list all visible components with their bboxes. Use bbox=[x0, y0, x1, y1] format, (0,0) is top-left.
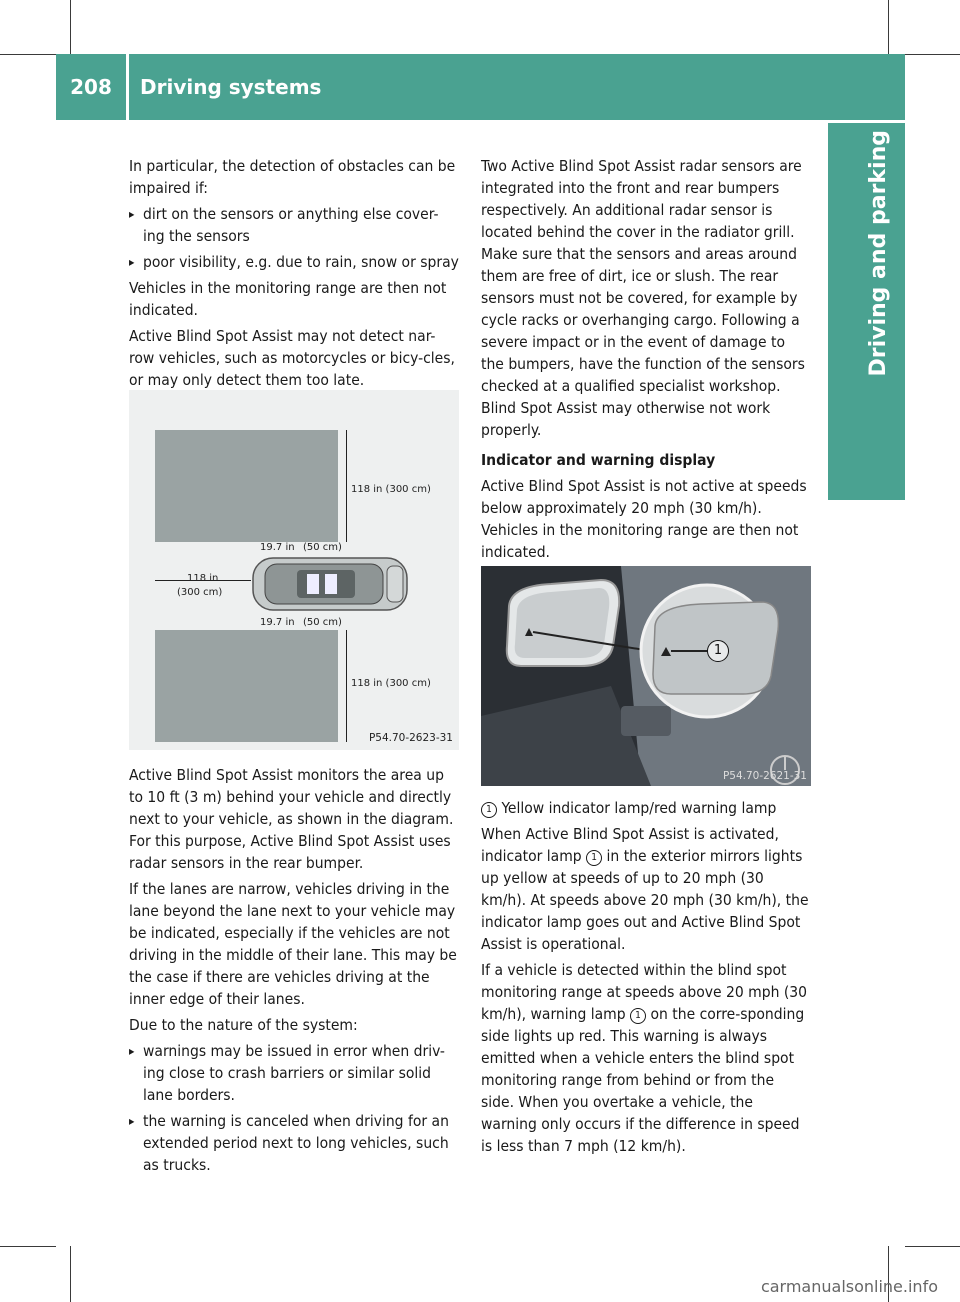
left-column bbox=[129, 155, 459, 395]
paragraph bbox=[481, 823, 811, 955]
page-number: 208 bbox=[70, 75, 112, 99]
paragraph: Active Blind Spot Assist is not active at speeds below approximately 20 mph (30 km/h). Vehicles in the monitoring range are then not indicated. bbox=[481, 477, 807, 561]
bullet-item: ▸ dirt on the sensors or anything else cover-ing the sensors bbox=[129, 203, 459, 247]
callout-number: 1 bbox=[630, 1008, 646, 1024]
top-monitoring-zone bbox=[155, 430, 338, 542]
crop-mark bbox=[888, 0, 889, 54]
text-span: When Active Blind Spot Assist is activated, indicator lamp bbox=[481, 825, 779, 865]
footer-watermark: carmanualsonline.info bbox=[760, 1277, 938, 1296]
bullet-item: ▸ warnings may be issued in error when driv-ing close to crash barriers or similar solid lane borders. bbox=[129, 1040, 459, 1106]
photo-code: P54.70-2621-31 bbox=[722, 770, 807, 782]
monitoring-range-diagram bbox=[129, 390, 459, 750]
paragraph: In particular, the detection of obstacles can be impaired if: bbox=[129, 157, 456, 197]
crop-mark bbox=[70, 0, 71, 54]
bottom-range-label: 118 in (300 cm) bbox=[351, 678, 431, 689]
top-side-label-in: 19.7 in bbox=[260, 542, 295, 553]
paragraph: Active Blind Spot Assist monitors the area up to 10 ft (3 m) behind your vehicle and directly next to your vehicle, as shown in the diagram. For this purpose, Active Blind Spot Assist uses radar sensors in the rear bumper. bbox=[129, 766, 454, 872]
top-side-label-cm: (50 cm) bbox=[303, 542, 342, 553]
car-top-view bbox=[251, 554, 409, 614]
mirror-illustration bbox=[481, 566, 811, 786]
legend-text: Yellow indicator lamp/red warning lamp bbox=[501, 799, 777, 817]
callout-number: 1 bbox=[481, 802, 497, 818]
diagram-code: P54.70-2623-31 bbox=[368, 732, 453, 744]
paragraph: Due to the nature of the system: bbox=[129, 1016, 358, 1034]
paragraph: Two Active Blind Spot Assist radar sensors are integrated into the front and rear bumpers respectively. An additional radar sensor is located behind the cover in the radiator grill. Make sure that the sensors and areas around them are free of dirt, ice or slush. The rear sensors must not be covered, for example by cycle racks or overhanging cargo. Following a severe impact or in the event of damage to the bumpers, have the function of the sensors checked at a qualified specialist workshop. Blind Spot Assist may otherwise not work properly. bbox=[481, 157, 805, 439]
right-column bbox=[481, 155, 811, 567]
legend-item bbox=[481, 797, 811, 819]
paragraph bbox=[481, 959, 811, 1157]
callout-number: 1 bbox=[586, 850, 602, 866]
right-column-continued bbox=[481, 797, 811, 1161]
dimension-line bbox=[346, 630, 347, 742]
section-title: Driving systems bbox=[140, 75, 322, 99]
paragraph: Active Blind Spot Assist may not detect nar-row vehicles, such as motorcycles or bicy-cles, or may only detect them too late. bbox=[129, 327, 455, 389]
dimension-line bbox=[346, 430, 347, 542]
crop-mark bbox=[0, 54, 56, 55]
header-divider bbox=[126, 54, 129, 120]
callout-marker: 1 bbox=[707, 640, 729, 662]
rear-range-label-cm: (300 cm) bbox=[177, 587, 223, 598]
top-range-label: 118 in (300 cm) bbox=[351, 484, 431, 495]
bottom-monitoring-zone bbox=[155, 630, 338, 742]
side-tab-label: Driving and parking bbox=[866, 130, 891, 377]
mirror-indicator-photo bbox=[481, 566, 811, 786]
rear-range-label-in: 118 in bbox=[187, 573, 219, 584]
text-span: on the corre-sponding side lights up red. This warning is always emitted when a vehicle enters the blind spot monitoring range from behind or from the side. When you overtake a vehicle, the warning only occurs if the difference in speed is less than 7 mph (12 km/h). bbox=[481, 1005, 805, 1155]
text-span: in the exterior mirrors lights up yellow at speeds of up to 20 mph (30 km/h). At speeds above 20 mph (30 km/h), the indicator lamp goes out and Active Blind Spot Assist is operational. bbox=[481, 847, 809, 953]
crop-mark bbox=[905, 54, 960, 55]
paragraph: Vehicles in the monitoring range are then not indicated. bbox=[129, 279, 447, 319]
bottom-side-label-cm: (50 cm) bbox=[303, 617, 342, 628]
crop-mark bbox=[0, 1246, 56, 1247]
crop-mark bbox=[70, 1246, 71, 1302]
subheading: Indicator and warning display bbox=[481, 451, 716, 469]
crop-mark bbox=[905, 1246, 960, 1247]
left-column-continued bbox=[129, 764, 459, 1180]
text-span: If a vehicle is detected within the blind spot monitoring range at speeds above 20 mph (30 km/h), warning lamp bbox=[481, 961, 808, 1023]
bullet-item: ▸ poor visibility, e.g. due to rain, snow or spray bbox=[129, 251, 459, 273]
bottom-side-label-in: 19.7 in bbox=[260, 617, 295, 628]
paragraph: If the lanes are narrow, vehicles driving in the lane beyond the lane next to your vehicle may be indicated, especially if the vehicles are not driving in the middle of their lane. This may be the case if there are vehicles driving at the inner edge of their lanes. bbox=[129, 880, 457, 1008]
bullet-item: ▸ the warning is canceled when driving for an extended period next to long vehicles, such as trucks. bbox=[129, 1110, 459, 1176]
